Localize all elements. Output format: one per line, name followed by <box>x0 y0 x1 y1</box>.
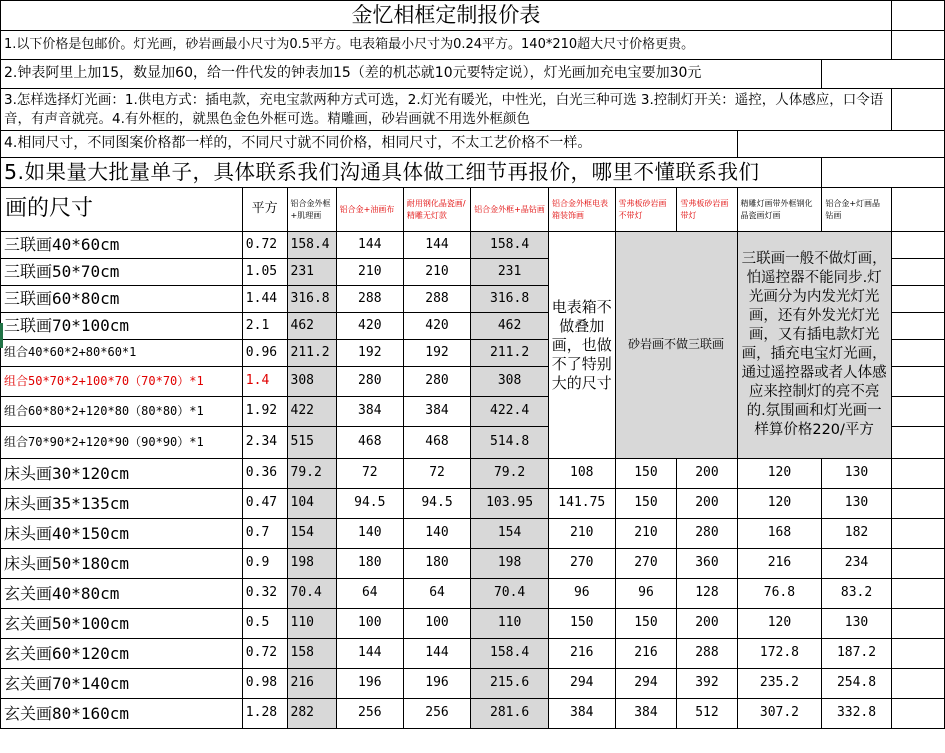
area-cell[interactable]: 1.4 <box>242 367 287 397</box>
price-cell[interactable]: 144 <box>336 232 403 259</box>
price-cell[interactable]: 64 <box>403 579 470 609</box>
price-cell[interactable]: 210 <box>403 259 470 286</box>
header-col-9[interactable]: 铝合金+灯画晶钻画 <box>822 188 891 232</box>
price-cell[interactable]: 192 <box>403 340 470 367</box>
area-cell[interactable]: 0.96 <box>242 340 287 367</box>
size-cell[interactable]: 玄关画70*140cm <box>1 669 243 699</box>
header-col-4[interactable]: 铝合金外框+晶钻画 <box>471 188 549 232</box>
price-cell[interactable]: 158.4 <box>287 232 336 259</box>
price-cell[interactable]: 140 <box>336 519 403 549</box>
size-cell[interactable]: 床头画40*150cm <box>1 519 243 549</box>
note-1[interactable]: 1.以下价格是包邮价。灯光画，砂岩画最小尺寸为0.5平方。电表箱最小尺寸为0.24平方。140*210超大尺寸价格更贵。 <box>1 31 892 60</box>
price-cell[interactable]: 72 <box>336 459 403 489</box>
price-cell[interactable]: 72 <box>403 459 470 489</box>
price-cell[interactable]: 420 <box>403 313 470 340</box>
price-cell[interactable]: 70.4 <box>471 579 549 609</box>
price-cell[interactable]: 180 <box>336 549 403 579</box>
price-cell[interactable]: 110 <box>287 609 336 639</box>
area-cell[interactable]: 1.44 <box>242 286 287 313</box>
table-row <box>1 699 945 729</box>
price-cell[interactable]: 384 <box>549 699 615 729</box>
note-2[interactable]: 2.钟表阿里上加15，数显加60，给一件代发的钟表加15（差的机芯就10元要特定说），灯光画加充电宝要加30元 <box>1 60 822 89</box>
price-cell[interactable]: 215.6 <box>471 669 549 699</box>
price-cell[interactable]: 200 <box>677 489 737 519</box>
price-cell[interactable]: 211.2 <box>471 340 549 367</box>
price-cell[interactable]: 100 <box>403 609 470 639</box>
price-cell[interactable]: 514.8 <box>471 427 549 459</box>
price-cell[interactable]: 316.8 <box>287 286 336 313</box>
price-cell[interactable]: 76.8 <box>737 579 822 609</box>
price-cell[interactable]: 120 <box>737 489 822 519</box>
price-cell[interactable]: 180 <box>403 549 470 579</box>
note-5[interactable]: 5.如果量大批量单子，具体联系我们沟通具体做工细节再报价，哪里不懂联系我们 <box>1 158 822 188</box>
size-cell[interactable]: 床头画30*120cm <box>1 459 243 489</box>
area-cell[interactable]: 0.72 <box>242 232 287 259</box>
price-cell[interactable]: 141.75 <box>549 489 615 519</box>
price-cell[interactable]: 270 <box>549 549 615 579</box>
price-cell[interactable]: 96 <box>615 579 677 609</box>
table-row <box>1 639 945 669</box>
price-cell[interactable]: 144 <box>403 639 470 669</box>
size-cell[interactable]: 组合60*80*2+120*80（80*80）*1 <box>1 397 243 427</box>
table-row <box>1 669 945 699</box>
price-cell[interactable]: 294 <box>549 669 615 699</box>
price-cell[interactable]: 211.2 <box>287 340 336 367</box>
note-4[interactable]: 4.相同尺寸，不同图案价格都一样的，不同尺寸就不同价格，相同尺寸，不太工艺价格不一样。 <box>1 131 738 158</box>
price-cell[interactable]: 192 <box>336 340 403 367</box>
price-cell[interactable]: 94.5 <box>403 489 470 519</box>
header-row <box>1 188 945 232</box>
price-cell[interactable]: 210 <box>549 519 615 549</box>
area-cell[interactable]: 1.28 <box>242 699 287 729</box>
size-cell[interactable]: 玄关画80*160cm <box>1 699 243 729</box>
area-cell[interactable]: 0.47 <box>242 489 287 519</box>
price-cell[interactable]: 79.2 <box>471 459 549 489</box>
price-cell[interactable]: 168 <box>737 519 822 549</box>
price-cell[interactable]: 280 <box>403 367 470 397</box>
price-cell[interactable]: 270 <box>615 549 677 579</box>
price-cell[interactable]: 307.2 <box>737 699 822 729</box>
price-cell[interactable]: 154 <box>471 519 549 549</box>
price-cell[interactable]: 200 <box>677 609 737 639</box>
price-cell[interactable]: 235.2 <box>737 669 822 699</box>
price-cell[interactable]: 158.4 <box>471 639 549 669</box>
header-area[interactable]: 平方 <box>242 188 287 232</box>
price-cell[interactable]: 515 <box>287 427 336 459</box>
area-cell[interactable]: 0.5 <box>242 609 287 639</box>
price-cell[interactable]: 360 <box>677 549 737 579</box>
price-cell[interactable]: 120 <box>737 459 822 489</box>
header-col-8[interactable]: 精雕灯画带外框钢化晶瓷画灯画 <box>737 188 822 232</box>
price-cell[interactable]: 96 <box>549 579 615 609</box>
size-cell[interactable]: 三联画50*70cm <box>1 259 243 286</box>
table-row <box>1 519 945 549</box>
price-cell[interactable]: 187.2 <box>822 639 891 669</box>
price-cell[interactable]: 70.4 <box>287 579 336 609</box>
price-cell[interactable]: 210 <box>336 259 403 286</box>
price-cell[interactable]: 158 <box>287 639 336 669</box>
table-row <box>1 609 945 639</box>
light-painting-note[interactable]: 三联画一般不做灯画，怕遥控器不能同步.灯光画分为内发光灯光画，还有外发光灯光画，又有插电款灯光画，插充电宝灯光画，通过遥控器或者人体感应来控制灯的亮不亮的.氛围画和灯光画一样算价格220/平方 <box>737 232 891 459</box>
sheet-title[interactable]: 金忆相框定制报价表 <box>1 1 892 31</box>
price-cell[interactable]: 420 <box>336 313 403 340</box>
header-col-6[interactable]: 雪弗板砂岩画不带灯 <box>615 188 677 232</box>
price-cell[interactable]: 332.8 <box>822 699 891 729</box>
price-cell[interactable]: 83.2 <box>822 579 891 609</box>
price-cell[interactable]: 158.4 <box>471 232 549 259</box>
price-cell[interactable]: 198 <box>471 549 549 579</box>
area-cell[interactable]: 2.1 <box>242 313 287 340</box>
price-cell[interactable]: 308 <box>471 367 549 397</box>
table-row <box>1 549 945 579</box>
size-cell[interactable]: 玄关画50*100cm <box>1 609 243 639</box>
area-cell[interactable]: 0.36 <box>242 459 287 489</box>
price-cell[interactable]: 256 <box>403 699 470 729</box>
price-cell[interactable]: 103.95 <box>471 489 549 519</box>
header-col-3[interactable]: 耐用钢化晶瓷画/精雕无灯款 <box>403 188 470 232</box>
price-cell[interactable]: 422.4 <box>471 397 549 427</box>
price-cell[interactable]: 110 <box>471 609 549 639</box>
price-cell[interactable]: 200 <box>677 459 737 489</box>
size-cell[interactable]: 组合40*60*2+80*60*1 <box>1 340 243 367</box>
header-col-1[interactable]: 铝合金外框+肌理画 <box>287 188 336 232</box>
price-cell[interactable]: 256 <box>336 699 403 729</box>
price-cell[interactable]: 422 <box>287 397 336 427</box>
price-cell[interactable]: 130 <box>822 609 891 639</box>
price-cell[interactable]: 462 <box>287 313 336 340</box>
size-cell[interactable]: 床头画50*180cm <box>1 549 243 579</box>
price-cell[interactable]: 384 <box>403 397 470 427</box>
price-cell[interactable]: 104 <box>287 489 336 519</box>
price-cell[interactable]: 316.8 <box>471 286 549 313</box>
price-cell[interactable]: 308 <box>287 367 336 397</box>
price-cell[interactable]: 216 <box>615 639 677 669</box>
price-cell[interactable]: 231 <box>471 259 549 286</box>
price-cell[interactable]: 280 <box>336 367 403 397</box>
price-cell[interactable]: 150 <box>615 489 677 519</box>
price-cell[interactable]: 288 <box>336 286 403 313</box>
size-cell[interactable]: 三联画60*80cm <box>1 286 243 313</box>
price-cell[interactable]: 94.5 <box>336 489 403 519</box>
size-cell[interactable]: 玄关画60*120cm <box>1 639 243 669</box>
price-cell[interactable]: 128 <box>677 579 737 609</box>
price-cell[interactable]: 288 <box>677 639 737 669</box>
price-cell[interactable]: 196 <box>403 669 470 699</box>
price-cell[interactable]: 64 <box>336 579 403 609</box>
price-cell[interactable]: 282 <box>287 699 336 729</box>
price-cell[interactable]: 231 <box>287 259 336 286</box>
price-cell[interactable]: 140 <box>403 519 470 549</box>
price-cell[interactable]: 384 <box>336 397 403 427</box>
size-cell[interactable]: 组合70*90*2+120*90（90*90）*1 <box>1 427 243 459</box>
table-row <box>1 579 945 609</box>
area-cell[interactable]: 0.7 <box>242 519 287 549</box>
price-cell[interactable]: 294 <box>615 669 677 699</box>
price-cell[interactable]: 130 <box>822 489 891 519</box>
area-cell[interactable]: 2.34 <box>242 427 287 459</box>
area-cell[interactable]: 0.9 <box>242 549 287 579</box>
price-cell[interactable]: 198 <box>287 549 336 579</box>
size-cell[interactable]: 三联画40*60cm <box>1 232 243 259</box>
price-cell[interactable]: 210 <box>615 519 677 549</box>
area-cell[interactable]: 1.05 <box>242 259 287 286</box>
header-col-2[interactable]: 铝合金+油画布 <box>336 188 403 232</box>
price-cell[interactable]: 182 <box>822 519 891 549</box>
table-row <box>1 232 945 259</box>
price-cell[interactable]: 254.8 <box>822 669 891 699</box>
price-cell[interactable]: 468 <box>336 427 403 459</box>
price-cell[interactable]: 154 <box>287 519 336 549</box>
size-cell[interactable]: 三联画70*100cm <box>1 313 243 340</box>
price-cell[interactable]: 216 <box>737 549 822 579</box>
header-col-7[interactable]: 雪弗板砂岩画带灯 <box>677 188 737 232</box>
row-selection-marker <box>0 323 3 348</box>
price-cell[interactable]: 280 <box>677 519 737 549</box>
size-cell[interactable]: 组合50*70*2+100*70（70*70）*1 <box>1 367 243 397</box>
price-cell[interactable]: 108 <box>549 459 615 489</box>
price-cell[interactable]: 130 <box>822 459 891 489</box>
price-cell[interactable]: 512 <box>677 699 737 729</box>
price-cell[interactable]: 384 <box>615 699 677 729</box>
price-cell[interactable]: 196 <box>336 669 403 699</box>
area-cell[interactable]: 0.98 <box>242 669 287 699</box>
table-row <box>1 489 945 519</box>
price-cell[interactable]: 392 <box>677 669 737 699</box>
price-cell[interactable]: 234 <box>822 549 891 579</box>
price-cell[interactable]: 150 <box>615 459 677 489</box>
sandstone-note[interactable]: 砂岩画不做三联画 <box>615 232 737 459</box>
price-cell[interactable]: 100 <box>336 609 403 639</box>
price-cell[interactable]: 281.6 <box>471 699 549 729</box>
note-3[interactable]: 3.怎样选择灯光画：1.供电方式：插电款，充电宝款两种方式可选，2.灯光有暖光，中性光，白光三种可选 3.控制灯开关：遥控，人体感应，口令语音，有声音就亮。4.有外框的，就黑色金色外框可选。精雕画，砂岩画就不用选外框颜色 <box>1 89 892 131</box>
table-row <box>1 459 945 489</box>
meter-box-note[interactable]: 电表箱不做叠加画，也做不了特别大的尺寸 <box>549 232 615 459</box>
size-cell[interactable]: 玄关画40*80cm <box>1 579 243 609</box>
size-cell[interactable]: 床头画35*135cm <box>1 489 243 519</box>
price-cell[interactable]: 150 <box>549 609 615 639</box>
price-cell[interactable]: 144 <box>336 639 403 669</box>
price-cell[interactable]: 462 <box>471 313 549 340</box>
header-size[interactable]: 画的尺寸 <box>1 188 243 232</box>
area-cell[interactable]: 1.92 <box>242 397 287 427</box>
price-cell[interactable]: 150 <box>615 609 677 639</box>
price-cell[interactable]: 120 <box>737 609 822 639</box>
price-cell[interactable]: 172.8 <box>737 639 822 669</box>
area-cell[interactable]: 0.32 <box>242 579 287 609</box>
price-cell[interactable]: 288 <box>403 286 470 313</box>
price-cell[interactable]: 79.2 <box>287 459 336 489</box>
price-cell[interactable]: 216 <box>287 669 336 699</box>
price-cell[interactable]: 144 <box>403 232 470 259</box>
area-cell[interactable]: 0.72 <box>242 639 287 669</box>
price-cell[interactable]: 468 <box>403 427 470 459</box>
header-col-5[interactable]: 铝合金外框电表箱装饰画 <box>549 188 615 232</box>
price-cell[interactable]: 216 <box>549 639 615 669</box>
